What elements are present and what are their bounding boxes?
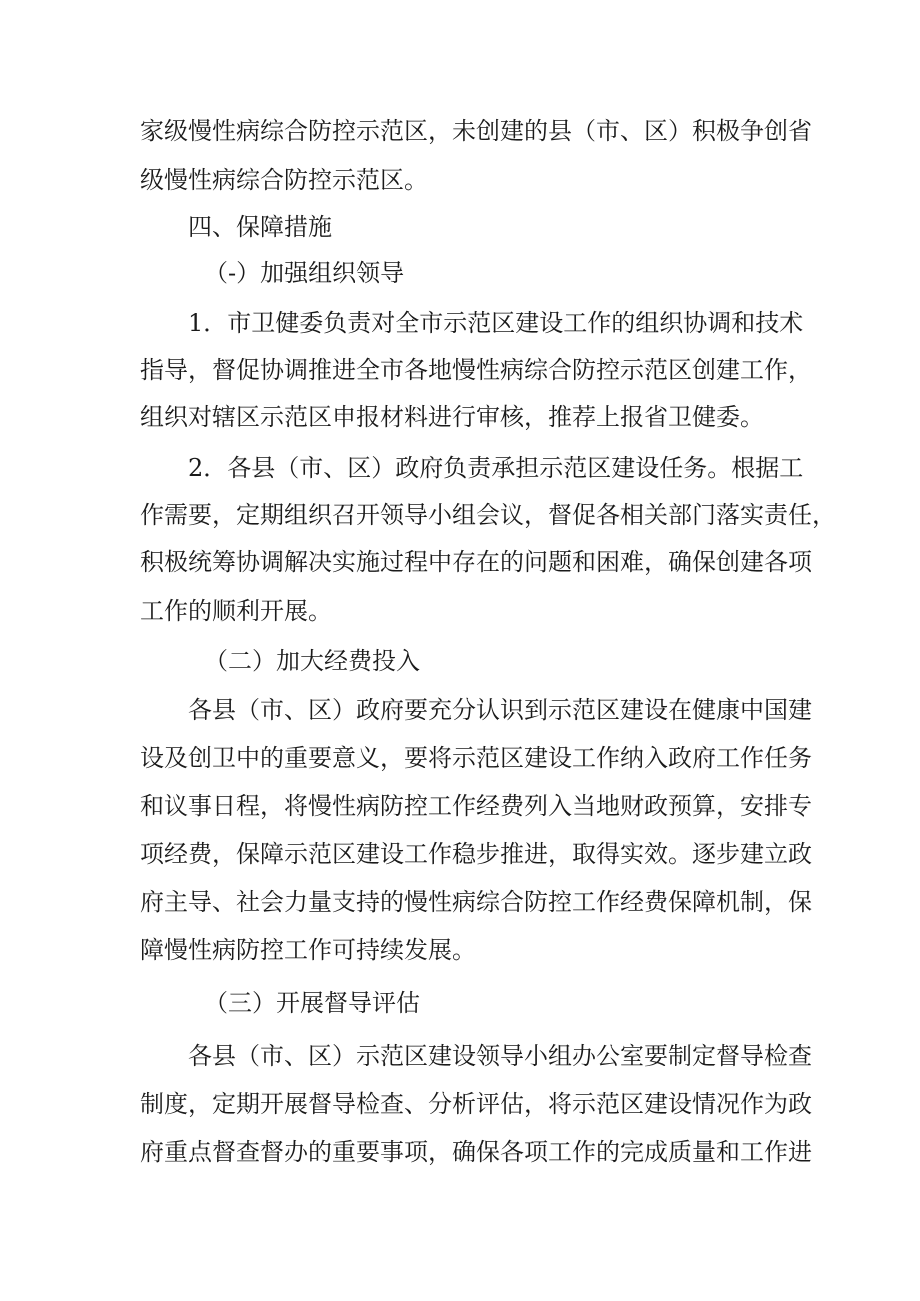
text-line: 作需要，定期组织召开领导小组会议，督促各相关部门落实责任， — [140, 501, 836, 529]
text-line: 积极统筹协调解决实施过程中存在的问题和困难，确保创建各项 — [140, 548, 812, 576]
text-line: 各县（市、区）政府要充分认识到示范区建设在健康中国建 — [188, 696, 812, 724]
text-line: 各县（市、区）示范区建设领导小组办公室要制定督导检查 — [188, 1042, 812, 1070]
text-line: 1．市卫健委负责对全市示范区建设工作的组织协调和技术 — [188, 309, 804, 337]
subsection-heading: （-）加强组织领导 — [204, 259, 405, 287]
text-line: 设及创卫中的重要意义，要将示范区建设工作纳入政府工作任务 — [140, 744, 812, 772]
text-line: 府主导、社会力量支持的慢性病综合防控工作经费保障机制，保 — [140, 888, 812, 916]
text-line: 项经费，保障示范区建设工作稳步推进，取得实效。逐步建立政 — [140, 840, 812, 868]
text-line: 级慢性病综合防控示范区。 — [140, 166, 428, 194]
subsection-heading: （二）加大经费投入 — [204, 647, 420, 675]
text-line: 2．各县（市、区）政府负责承担示范区建设任务。根据工 — [188, 454, 804, 482]
section-heading: 四、保障措施 — [188, 213, 332, 241]
text-line: 障慢性病防控工作可持续发展。 — [140, 936, 476, 964]
text-line: 和议事日程，将慢性病防控工作经费列入当地财政预算，安排专 — [140, 792, 812, 820]
text-line: 府重点督查督办的重要事项，确保各项工作的完成质量和工作进 — [140, 1138, 812, 1166]
text-line: 家级慢性病综合防控示范区，未创建的县（市、区）积极争创省 — [140, 117, 812, 145]
text-line: 制度，定期开展督导检查、分析评估，将示范区建设情况作为政 — [140, 1090, 812, 1118]
text-line: 指导，督促协调推进全市各地慢性病综合防控示范区创建工作， — [140, 356, 812, 384]
text-line: 工作的顺利开展。 — [140, 597, 332, 625]
subsection-heading: （三）开展督导评估 — [204, 989, 420, 1017]
text-line: 组织对辖区示范区申报材料进行审核，推荐上报省卫健委。 — [140, 403, 764, 431]
